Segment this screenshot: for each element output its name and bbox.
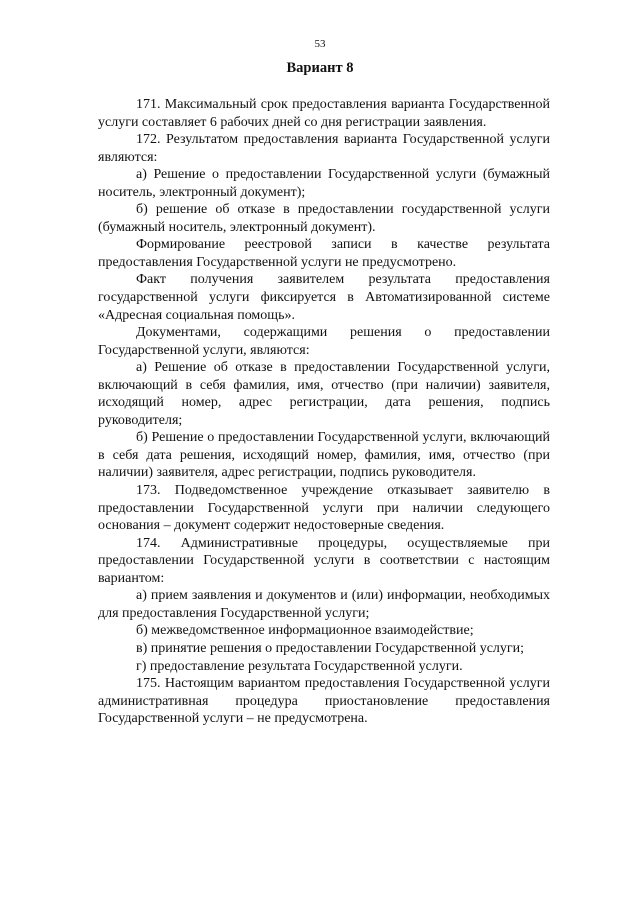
section-heading: Вариант 8 bbox=[286, 60, 354, 76]
paragraph-172: 172. Результатом предоставления варианта Государственной услуги являются: bbox=[98, 132, 550, 165]
paragraph-174-d: г) предоставление результата Государственной услуги. bbox=[136, 658, 463, 674]
paragraph-174-a: а) прием заявления и документов и (или) информации, необходимых для предоставления Государственной услуги; bbox=[98, 588, 550, 621]
page-number: 53 bbox=[314, 38, 326, 50]
paragraph-171: 171. Максимальный срок предоставления варианта Государственной услуги составляет 6 рабочих дней со дня регистрации заявления. bbox=[98, 97, 550, 130]
paragraph-registry-record: Формирование реестровой записи в качестве результата предоставления Государственной услуги не предусмотрено. bbox=[98, 237, 550, 270]
paragraph-173: 173. Подведомственное учреждение отказывает заявителю в предоставлении Государственной услуги при наличии следующего основания – документ содержит недостоверные сведения. bbox=[98, 483, 550, 534]
paragraph-documents-a: а) Решение об отказе в предоставлении Государственной услуги, включающий в себя фамилия, имя, отчество (при наличии) заявителя, исходящий номер, адрес регистрации, дата решения, подпись руководителя; bbox=[98, 360, 550, 428]
paragraph-172-a: а) Решение о предоставлении Государственной услуги (бумажный носитель, электронный документ); bbox=[98, 167, 550, 200]
paragraph-175: 175. Настоящим вариантом предоставления Государственной услуги административная процедура приостановление предоставления Государственной услуги – не предусмотрена. bbox=[98, 676, 550, 727]
paragraph-174: 174. Административные процедуры, осуществляемые при предоставлении Государственной услуги в соответствии с настоящим вариантом: bbox=[98, 535, 550, 586]
paragraph-decision-documents: Документами, содержащими решения о предоставлении Государственной услуги, являются: bbox=[98, 325, 550, 358]
document-body bbox=[98, 96, 550, 728]
paragraph-result-fixation: Факт получения заявителем результата предоставления государственной услуги фиксируется в Автоматизированной системе «Адресная социальная помощь». bbox=[98, 272, 550, 323]
paragraph-174-b: б) межведомственное информационное взаимодействие; bbox=[136, 623, 474, 639]
paragraph-174-c: в) принятие решения о предоставлении Государственной услуги; bbox=[136, 640, 525, 656]
paragraph-documents-b: б) Решение о предоставлении Государственной услуги, включающий в себя дата решения, исходящий номер, фамилия, имя, отчество (при наличии) заявителя, адрес регистрации, подпись руководителя. bbox=[98, 430, 550, 481]
paragraph-172-b: б) решение об отказе в предоставлении государственной услуги (бумажный носитель, электронный документ). bbox=[98, 202, 550, 235]
